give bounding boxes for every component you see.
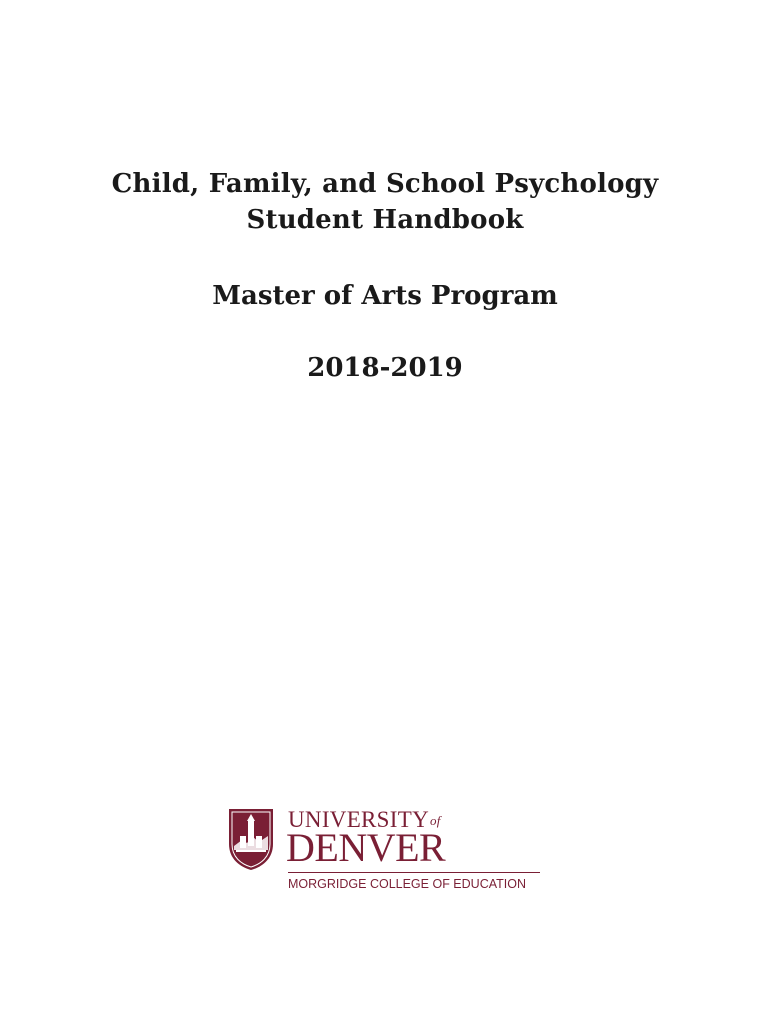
academic-year: 2018-2019	[307, 353, 463, 383]
document-title	[0, 166, 770, 238]
title-line-1: Child, Family, and School Psychology	[111, 169, 659, 199]
university-wordmark	[288, 806, 546, 898]
wordmark-university-text: UNIVERSITY	[288, 807, 429, 832]
wordmark-of: of	[430, 813, 441, 828]
university-shield-icon	[226, 806, 276, 872]
wordmark-denver: DENVER	[286, 825, 446, 870]
university-logo	[226, 806, 546, 898]
college-name: MORGRIDGE COLLEGE OF EDUCATION	[288, 877, 526, 891]
title-line-2: Student Handbook	[246, 205, 524, 235]
program-name: Master of Arts Program	[212, 281, 558, 311]
logo-divider	[288, 872, 540, 873]
